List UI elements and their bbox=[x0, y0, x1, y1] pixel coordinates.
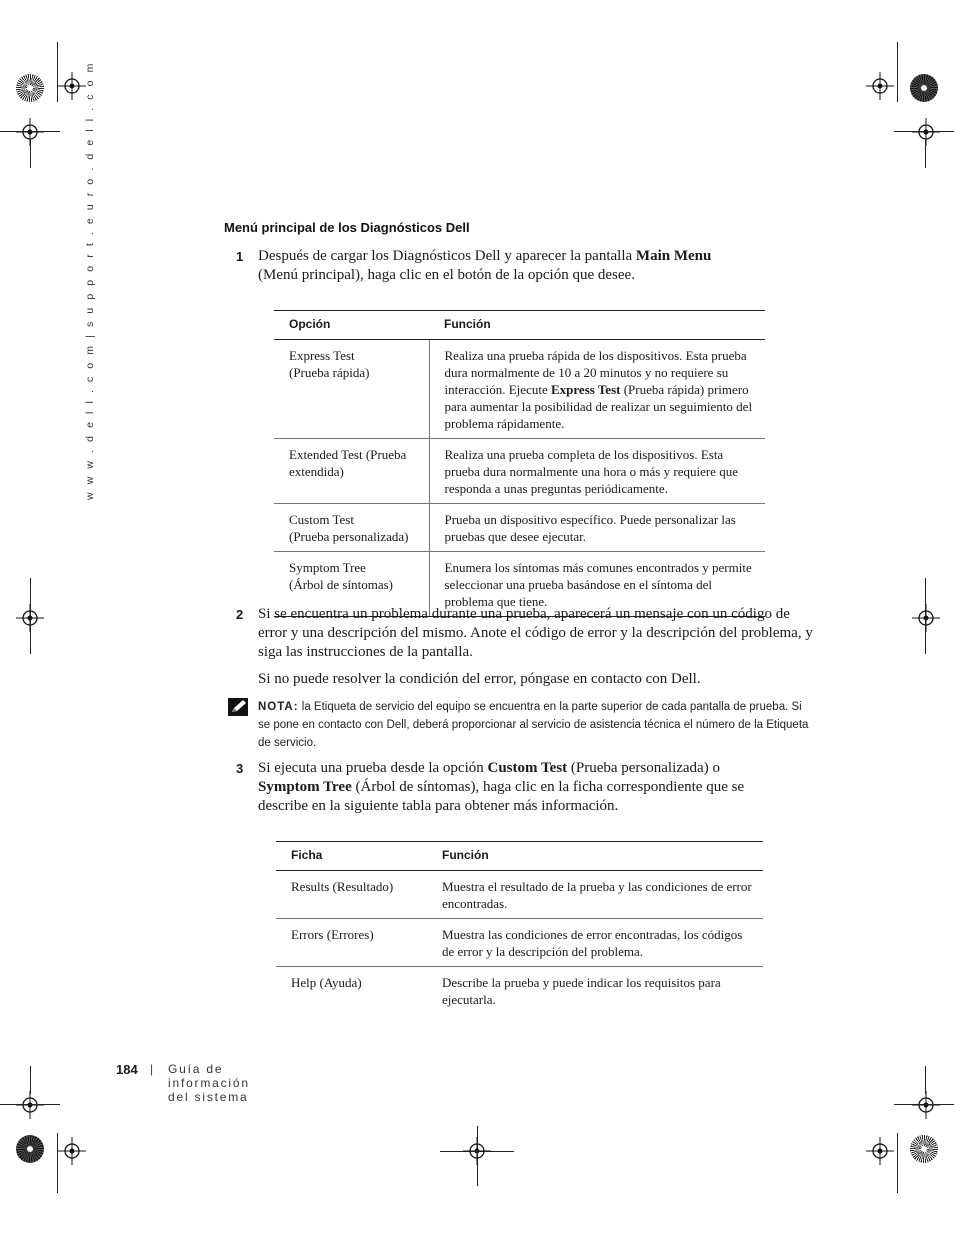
step-number: 1 bbox=[236, 249, 244, 264]
crosshair-mark-icon bbox=[912, 118, 940, 146]
option-name: Custom Test bbox=[289, 512, 354, 527]
option-translation: (Árbol de síntomas) bbox=[289, 577, 393, 592]
crosshair-mark-icon bbox=[866, 1137, 894, 1165]
function-cell: Describe la prueba y puede indicar los requisitos para ejecutarla. bbox=[442, 975, 721, 1007]
function-cell: Muestra las condiciones de error encontradas, los códigos de error y la descripción del problema. bbox=[427, 919, 763, 967]
crosshair-mark-icon bbox=[58, 72, 86, 100]
crop-line bbox=[0, 1104, 60, 1105]
footer-separator: | bbox=[150, 1062, 154, 1076]
step-text-part: (Prueba personalizada) o bbox=[567, 760, 720, 776]
step-number: 2 bbox=[236, 607, 244, 622]
note bbox=[258, 698, 814, 752]
function-text: Realiza una prueba rápida de los dispositivos. Esta prueba dura normalmente de 10 a 20 minutos y no requiere su interacción. Ejecute bbox=[444, 348, 747, 397]
crop-line bbox=[30, 578, 31, 654]
function-text: Realiza una prueba completa de los dispositivos. Esta prueba dura normalmente una hora o más y requiere que responda a unas preguntas periódicamente. bbox=[444, 447, 738, 496]
step-number: 3 bbox=[236, 761, 244, 776]
step-followup-text: Si no puede resolver la condición del error, póngase en contacto con Dell. bbox=[258, 671, 701, 687]
table-row bbox=[276, 871, 763, 919]
options-table bbox=[274, 310, 765, 617]
step-text bbox=[258, 247, 778, 285]
tabs-table bbox=[276, 841, 763, 1014]
page-number: 184 bbox=[116, 1062, 138, 1077]
main-menu-term: Main Menu bbox=[635, 248, 712, 264]
option-translation: (Prueba personalizada) bbox=[289, 529, 409, 544]
function-cell bbox=[429, 439, 765, 504]
column-header: Función bbox=[429, 311, 765, 340]
crop-line bbox=[477, 1126, 478, 1186]
step-text-part: (Menú principal), haga clic en el botón de la opción que desee. bbox=[258, 267, 635, 283]
table-header-row bbox=[276, 842, 763, 871]
registration-rosette-icon bbox=[16, 1135, 44, 1163]
function-cell bbox=[429, 340, 765, 439]
function-text: Prueba un dispositivo específico. Puede personalizar las pruebas que desee ejecutar. bbox=[444, 512, 736, 544]
tab-cell: Results (Resultado) bbox=[276, 871, 427, 919]
crop-line bbox=[897, 1133, 898, 1193]
function-text: Enumera los síntomas más comunes encontrados y permite seleccionar una prueba basándose en el síntoma del problema que tiene. bbox=[444, 560, 752, 609]
crosshair-mark-icon bbox=[912, 604, 940, 632]
note-text: la Etiqueta de servicio del equipo se encuentra en la parte superior de cada pantalla de prueba. Si se pone en contacto con Dell, deberá proporcionar al servicio de asistencia técnica el número de la Etiqueta de servicio. bbox=[258, 701, 809, 749]
table-row bbox=[274, 340, 765, 439]
guide-title: Guía de información del sistema bbox=[168, 1062, 250, 1104]
table-row bbox=[274, 504, 765, 552]
option-cell bbox=[274, 504, 429, 552]
crosshair-mark-icon bbox=[866, 72, 894, 100]
tab-cell: Errors (Errores) bbox=[276, 919, 427, 967]
option-name: Extended Test (Prueba bbox=[289, 447, 407, 462]
crop-line bbox=[30, 140, 31, 168]
custom-test-term: Custom Test bbox=[487, 760, 568, 776]
crop-line bbox=[57, 42, 58, 102]
crosshair-mark-icon bbox=[58, 1137, 86, 1165]
note-pencil-icon bbox=[228, 698, 248, 716]
note-label: NOTA: bbox=[258, 701, 299, 713]
function-cell bbox=[429, 504, 765, 552]
step-text bbox=[258, 759, 778, 816]
crosshair-mark-icon bbox=[16, 1091, 44, 1119]
option-translation: (Prueba rápida) bbox=[289, 365, 370, 380]
step-text-part: (Árbol de síntomas), haga clic en la ficha correspondiente que se describe en la siguiente tabla para obtener más información. bbox=[258, 779, 745, 814]
crop-line bbox=[57, 1133, 58, 1193]
registration-rosette-icon bbox=[16, 74, 44, 102]
option-translation: extendida) bbox=[289, 464, 344, 479]
column-header: Opción bbox=[274, 311, 429, 340]
function-term: Express Test bbox=[550, 382, 621, 397]
side-url: w w w . d e l l . c o m | s u p p o r t . e u r o . d e l l . c o m bbox=[84, 61, 96, 500]
option-cell bbox=[274, 340, 429, 439]
section-title: Menú principal de los Diagnósticos Dell bbox=[224, 220, 470, 235]
tab-cell: Help (Ayuda) bbox=[291, 975, 362, 990]
table-header-row bbox=[274, 311, 765, 340]
option-name: Symptom Tree bbox=[289, 560, 366, 575]
symptom-tree-term: Symptom Tree bbox=[258, 779, 352, 795]
function-cell: Muestra el resultado de la prueba y las condiciones de error encontradas. bbox=[427, 871, 763, 919]
function-text: (Prueba rápida) primero para aumentar la posibilidad de realizar un seguimiento del problema rápidamente. bbox=[444, 382, 753, 431]
crosshair-mark-icon bbox=[912, 1091, 940, 1119]
option-name: Express Test bbox=[289, 348, 355, 363]
column-header: Ficha bbox=[276, 842, 427, 871]
crop-line bbox=[0, 131, 60, 132]
crop-line bbox=[30, 1066, 31, 1094]
step-text: Si se encuentra un problema durante una prueba, aparecerá un mensaje con un código de error y una descripción del mismo. Anote el código de error y la descripción del problema, y siga las instrucciones de la pantalla. bbox=[258, 606, 813, 660]
crop-line bbox=[897, 42, 898, 102]
column-header: Función bbox=[427, 842, 763, 871]
crop-line bbox=[894, 1104, 954, 1105]
table-row bbox=[274, 439, 765, 504]
crop-line bbox=[925, 1066, 926, 1094]
step-text-part: Si ejecuta una prueba desde la opción bbox=[258, 760, 488, 776]
table-row bbox=[276, 967, 763, 1015]
step-text-part: Después de cargar los Diagnósticos Dell y aparecer la pantalla bbox=[258, 248, 636, 264]
registration-rosette-icon bbox=[910, 74, 938, 102]
crop-line bbox=[925, 140, 926, 168]
crop-line bbox=[894, 131, 954, 132]
table-row bbox=[276, 919, 763, 967]
option-cell bbox=[274, 439, 429, 504]
crop-line bbox=[925, 578, 926, 654]
registration-rosette-icon bbox=[910, 1135, 938, 1163]
